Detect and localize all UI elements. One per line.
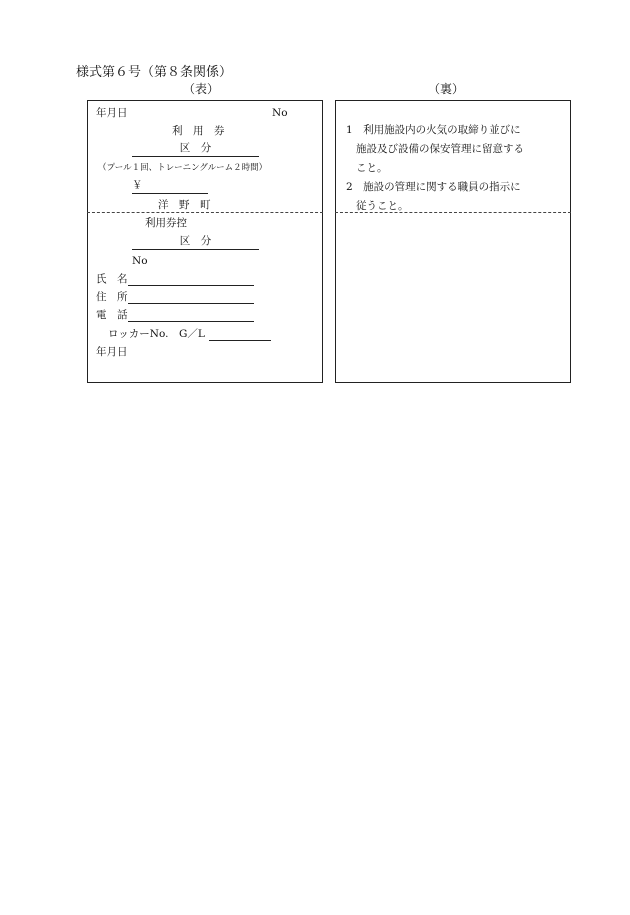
back-line-2: 施設及び設備の保安管理に留意する	[356, 143, 524, 155]
perforation-line-back	[335, 212, 571, 213]
back-line-1: 1 利用施設内の火気の取締り並びに	[346, 124, 521, 136]
form-title: 様式第６号（第８条関係）	[76, 65, 233, 80]
yen-sign: ￥	[132, 179, 143, 191]
name-row	[96, 273, 254, 286]
ticket-title: 利 用 券	[172, 125, 225, 137]
phone-blank	[128, 309, 254, 322]
back-line-4: 2 施設の管理に関する職員の指示に	[346, 181, 521, 193]
back-card	[335, 100, 571, 383]
locker-row	[108, 328, 271, 341]
address-blank	[128, 291, 254, 304]
back-line-5: 従うこと。	[356, 200, 409, 212]
name-blank	[128, 273, 254, 286]
ticket-price-field	[132, 179, 208, 194]
back-side-label: （裏）	[428, 82, 465, 96]
front-card	[87, 100, 323, 383]
locker-blank	[209, 328, 271, 341]
ticket-category-label: 区 分	[179, 142, 212, 154]
phone-row	[96, 309, 254, 322]
front-side-label: （表）	[183, 82, 220, 96]
back-line-3: こと。	[356, 162, 388, 174]
ticket-usage-note: （プール１回、トレーニングルーム２時間）	[98, 163, 268, 173]
name-label: 氏 名	[96, 273, 128, 285]
address-row	[96, 291, 254, 304]
issuer-town: 洋 野 町	[158, 199, 211, 211]
stub-category-field	[132, 235, 259, 250]
ticket-date-label: 年月日	[96, 107, 128, 119]
stub-category-label: 区 分	[179, 235, 212, 247]
stub-number-label: No	[132, 255, 148, 267]
phone-label: 電 話	[96, 309, 128, 321]
stub-title: 利用券控	[145, 217, 187, 229]
stub-date-label: 年月日	[96, 346, 128, 358]
perforation-line-front	[87, 212, 323, 213]
ticket-number-label: No	[272, 107, 288, 119]
locker-label: ロッカーNo. G／L	[108, 328, 205, 340]
ticket-category-field	[132, 142, 259, 157]
address-label: 住 所	[96, 291, 128, 303]
